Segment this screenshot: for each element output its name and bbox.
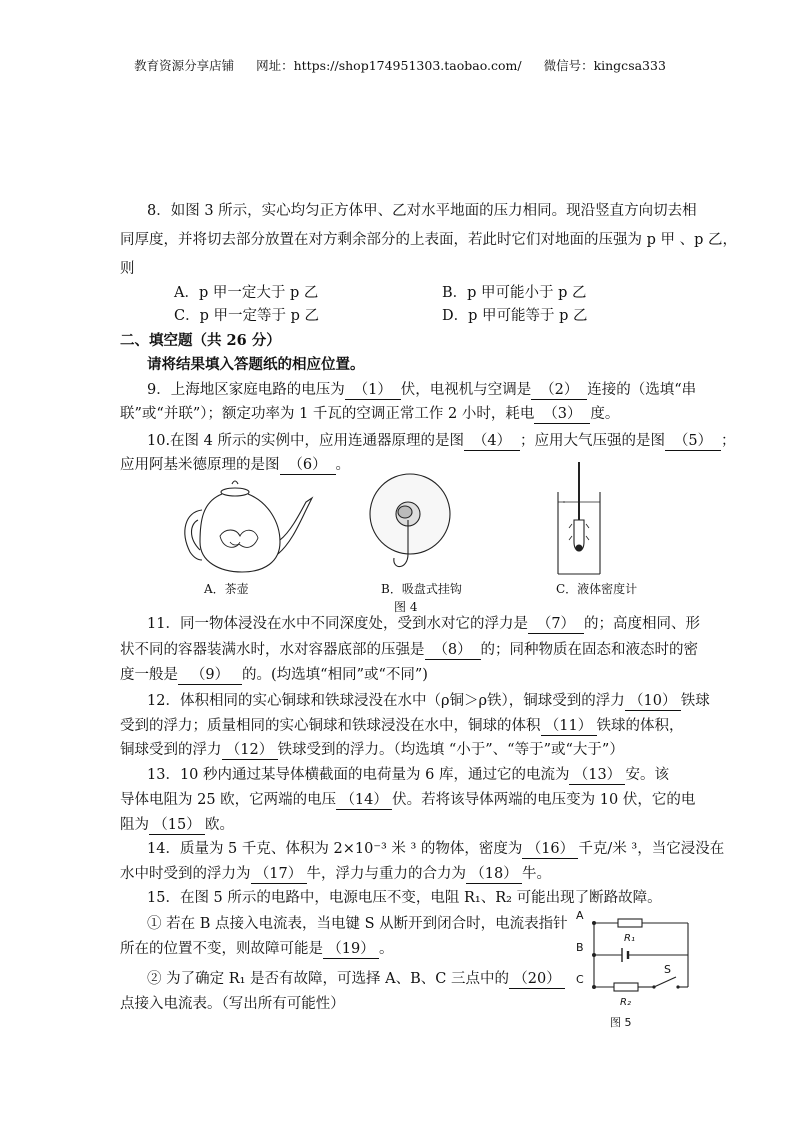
figure-5-circuit bbox=[570, 905, 700, 1035]
answer-blank-14[interactable]: （14） bbox=[336, 792, 392, 810]
q9-text-e: 联”或“并联”）；额定功率为 1 千瓦的空调正常工作 2 小时，耗电 bbox=[120, 406, 535, 422]
r2-label: R₂ bbox=[620, 997, 631, 1008]
q12-text-e: 铁球的体积， bbox=[596, 718, 684, 734]
answer-blank-16[interactable]: （16） bbox=[522, 841, 578, 859]
q12-text-d: 受到的浮力；质量相同的实心铜球和铁球浸没在水中，铜球的体积 bbox=[120, 718, 541, 734]
hydrometer-illustration bbox=[558, 462, 600, 574]
q12-text-g: 铁球受到的浮力。（均选填 “小于”、“等于”或“大于”） bbox=[277, 742, 624, 758]
q9-line2 bbox=[120, 404, 660, 424]
q12-line2 bbox=[120, 716, 684, 736]
q9-text-f: 度。 bbox=[590, 406, 620, 422]
teapot-illustration bbox=[185, 481, 312, 572]
q12-text-c: 铁球 bbox=[680, 693, 710, 709]
q9-text-a: 9．上海地区家庭电路的电压为 bbox=[147, 382, 345, 398]
answer-blank-10[interactable]: （10） bbox=[625, 693, 681, 711]
q14-line1 bbox=[147, 839, 725, 859]
q10-text-f: 。 bbox=[335, 457, 350, 473]
q14-text-a: 14．质量为 5 千克、体积为 2×10⁻³ 米 ³ 的物体，密度为 bbox=[147, 841, 523, 857]
q8-line2: 同厚度，并将切去部分放置在对方剩余部分的上表面，若此时它们对地面的压强为 p 甲 、p 乙， bbox=[120, 232, 737, 248]
q15-sub2-line1 bbox=[147, 969, 567, 989]
shop-url: 网址：https://shop174951303.taobao.com/ bbox=[256, 58, 522, 73]
q15-sub1-line1: ① 若在 B 点接入电流表，当电键 S 从断开到闭合时，电流表指针 bbox=[147, 916, 568, 932]
answer-blank-19[interactable]: （19） bbox=[323, 941, 379, 959]
q10-text-c: ；应用大气压强的是图 bbox=[520, 433, 666, 449]
answer-blank-6[interactable]: （6） bbox=[280, 457, 336, 475]
q14-text-f: 牛。 bbox=[522, 866, 551, 882]
q11-text-e: 的；同种物质在固态和液态时的密 bbox=[480, 642, 698, 658]
figure-4-label: 图 4 bbox=[394, 600, 418, 614]
q11-text-c: 的；高度相同、形 bbox=[583, 616, 700, 632]
q14-text-e: 牛，浮力与重力的合力为 bbox=[306, 866, 466, 882]
q11-text-f: 度一般是 bbox=[120, 667, 178, 683]
q10-text-d: ； bbox=[721, 433, 736, 449]
figure-4 bbox=[180, 462, 640, 582]
q12-text-a: 12．体积相同的实心铜球和铁球浸没在水中（ρ铜＞ρ铁），铜球受到的浮力 bbox=[147, 693, 625, 709]
answer-blank-9[interactable]: （9） bbox=[178, 667, 242, 685]
q13-text-a: 13．10 秒内通过某导体横截面的电荷量为 6 库，通过它的电流为 bbox=[147, 767, 570, 783]
answer-blank-8[interactable]: （8） bbox=[425, 642, 481, 660]
q15-text-s1c: 。 bbox=[379, 941, 394, 957]
node-c-label: C bbox=[576, 973, 584, 986]
figure-4-caption-b: B．吸盘式挂钩 bbox=[381, 582, 462, 596]
answer-blank-2[interactable]: （2） bbox=[531, 382, 587, 400]
q11-line1 bbox=[147, 614, 700, 634]
q12-line1 bbox=[147, 691, 710, 711]
q9-text-c: 伏，电视机与空调是 bbox=[400, 382, 532, 398]
answer-blank-18[interactable]: （18） bbox=[466, 866, 522, 884]
answer-blank-17[interactable]: （17） bbox=[251, 866, 307, 884]
answer-blank-7[interactable]: （7） bbox=[528, 616, 584, 634]
section-instruction: 请将结果填入答题纸的相应位置。 bbox=[147, 356, 365, 373]
q11-text-g: 的。(均选填“相同”或“不同”) bbox=[242, 667, 428, 683]
q14-text-c: 千克/米 ³，当它浸没在 bbox=[578, 841, 725, 857]
q15-text-s2a: ② 为了确定 R₁ 是否有故障，可选择 A、B、C 三点中的 bbox=[147, 971, 509, 987]
q8-option-a: A．p 甲一定大于 p 乙 bbox=[174, 285, 319, 301]
page-header bbox=[0, 56, 800, 74]
answer-blank-15[interactable]: （15） bbox=[149, 817, 205, 835]
q13-line2 bbox=[120, 790, 696, 810]
q11-line3 bbox=[120, 665, 660, 685]
node-b-label: B bbox=[576, 941, 584, 954]
q9-text-d: 连接的（选填“串 bbox=[587, 382, 697, 398]
q11-text-a: 11．同一物体浸没在水中不同深度处，受到水对它的浮力是 bbox=[147, 616, 528, 632]
q13-text-g: 欧。 bbox=[205, 817, 234, 833]
answer-blank-5[interactable]: （5） bbox=[665, 433, 721, 451]
q10-line1 bbox=[147, 431, 736, 451]
q13-line1 bbox=[147, 765, 687, 785]
q8-option-d: D．p 甲可能等于 p 乙 bbox=[442, 308, 588, 324]
q14-line2 bbox=[120, 864, 660, 884]
q11-text-d: 状不同的容器装满水时，水对容器底部的压强是 bbox=[120, 642, 425, 658]
q11-line2 bbox=[120, 640, 698, 660]
answer-blank-1[interactable]: （1） bbox=[345, 382, 401, 400]
q15-text-s1b: 所在的位置不变，则故障可能是 bbox=[120, 941, 323, 957]
q8-line3: 则 bbox=[120, 261, 135, 277]
q12-line3 bbox=[120, 740, 660, 760]
shop-name: 教育资源分享店铺 bbox=[134, 58, 235, 73]
q15-sub2-line2: 点接入电流表。（写出所有可能性） bbox=[120, 996, 345, 1012]
q8-option-c: C．p 甲一定等于 p 乙 bbox=[174, 308, 319, 324]
q15-line1: 15．在图 5 所示的电路中，电源电压不变，电阻 R₁、R₂ 可能出现了断路故障。 bbox=[147, 890, 662, 906]
section-title: 二、填空题（共 26 分） bbox=[120, 332, 281, 349]
figure-5-label: 图 5 bbox=[610, 1016, 632, 1029]
wechat-id: 微信号：kingcsa333 bbox=[543, 58, 666, 73]
figure-4-caption-a: A．茶壶 bbox=[204, 582, 249, 596]
answer-blank-13[interactable]: （13） bbox=[569, 767, 625, 785]
q10-text-a: 10.在图 4 所示的实例中，应用连通器原理的是图 bbox=[147, 433, 465, 449]
q13-text-e: 伏。若将该导体两端的电压变为 10 伏，它的电 bbox=[392, 792, 696, 808]
q10-text-e: 应用阿基米德原理的是图 bbox=[120, 457, 280, 473]
answer-blank-3[interactable]: （3） bbox=[534, 406, 590, 424]
q8-option-b: B．p 甲可能小于 p 乙 bbox=[442, 285, 587, 301]
q13-text-d: 导体电阻为 25 欧，它两端的电压 bbox=[120, 792, 337, 808]
q9-line1 bbox=[147, 380, 697, 400]
answer-blank-11[interactable]: （11） bbox=[541, 718, 597, 736]
q14-text-d: 水中时受到的浮力为 bbox=[120, 866, 251, 882]
q13-line3 bbox=[120, 815, 660, 835]
node-a-label: A bbox=[576, 909, 584, 922]
q13-text-c: 安。该 bbox=[625, 767, 669, 783]
q15-sub1-line2 bbox=[120, 939, 540, 959]
q8-line1: 8．如图 3 所示，实心均匀正方体甲、乙对水平地面的压力相同。现沿竖直方向切去相 bbox=[147, 203, 697, 219]
answer-blank-4[interactable]: （4） bbox=[464, 433, 520, 451]
answer-blank-20[interactable]: （20） bbox=[509, 971, 565, 989]
r1-label: R₁ bbox=[624, 933, 635, 944]
q12-text-f: 铜球受到的浮力 bbox=[120, 742, 222, 758]
figure-4-caption-c: C．液体密度计 bbox=[556, 582, 638, 596]
switch-label: S bbox=[664, 963, 671, 976]
suction-hook-illustration bbox=[370, 474, 450, 567]
q13-text-f: 阻为 bbox=[120, 817, 149, 833]
answer-blank-12[interactable]: （12） bbox=[222, 742, 278, 760]
